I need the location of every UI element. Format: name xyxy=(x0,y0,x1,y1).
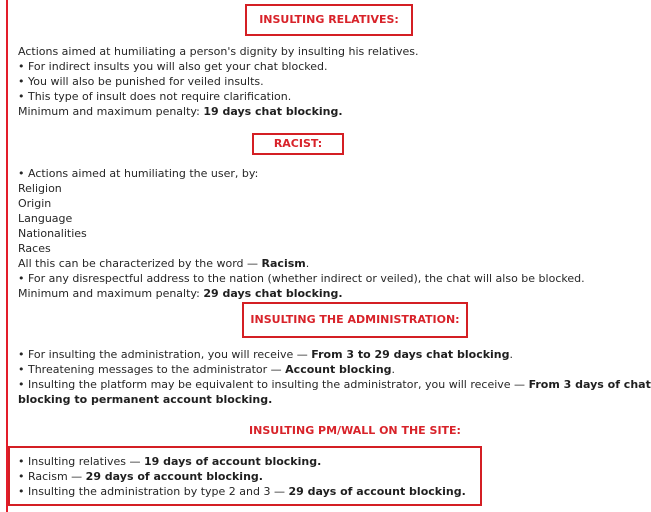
racist-penalty xyxy=(18,286,343,301)
rule-text: • Insulting the platform may be equivalent to insulting the administrator, you will receive — xyxy=(18,378,529,391)
relatives-rule-veiled: • You will also be punished for veiled insults. xyxy=(18,75,264,88)
racist-item-origin: Origin xyxy=(18,197,52,210)
pm-wall-item-racism xyxy=(18,469,263,484)
relatives-description: Actions aimed at humiliating a person's dignity by insulting his relatives. xyxy=(18,45,419,58)
rule-penalty: From 3 to 29 days chat blocking xyxy=(311,348,510,361)
item-text: • Insulting relatives — xyxy=(18,455,144,468)
left-accent-rule xyxy=(6,0,8,512)
racist-characterized xyxy=(18,256,309,271)
item-text: • Insulting the administration by type 2 and 3 — xyxy=(18,485,289,498)
relatives-rule-clarification: • This type of insult does not require clarification. xyxy=(18,90,292,103)
racist-item-races: Races xyxy=(18,242,51,255)
administration-rule-insult xyxy=(18,347,513,362)
heading-insulting-administration: INSULTING THE ADMINISTRATION: xyxy=(242,302,468,338)
item-penalty: 19 days of account blocking. xyxy=(144,455,322,468)
heading-insulting-relatives: INSULTING RELATIVES: xyxy=(245,4,413,36)
pm-wall-item-relatives xyxy=(18,454,321,469)
administration-rule-platform xyxy=(18,377,651,392)
penalty-label: Minimum and maximum penalty: xyxy=(18,287,204,300)
relatives-penalty xyxy=(18,104,343,119)
rule-text: • For insulting the administration, you will receive — xyxy=(18,348,312,361)
item-penalty: 29 days of account blocking. xyxy=(85,470,263,483)
racist-item-language: Language xyxy=(18,212,73,225)
heading-racist: RACIST: xyxy=(252,133,344,155)
rule-penalty-continued: blocking to permanent account blocking. xyxy=(18,393,273,406)
racist-description: • Actions aimed at humiliating the user, by: xyxy=(18,167,259,180)
heading-insulting-pm-wall: INSULTING PM/WALL ON THE SITE: xyxy=(249,424,461,437)
rule-penalty: From 3 days of chat xyxy=(528,378,651,391)
characterized-text: All this can be characterized by the word — xyxy=(18,257,262,270)
rule-text: • Threatening messages to the administrator — xyxy=(18,363,286,376)
penalty-label: Minimum and maximum penalty: xyxy=(18,105,204,118)
penalty-value: 19 days chat blocking. xyxy=(203,105,343,118)
racist-item-religion: Religion xyxy=(18,182,62,195)
administration-rule-platform-cont xyxy=(18,392,272,407)
racist-nation-rule: • For any disrespectful address to the nation (whether indirect or veiled), the chat will also be blocked. xyxy=(18,272,585,285)
administration-rule-threats xyxy=(18,362,395,377)
item-penalty: 29 days of account blocking. xyxy=(288,485,466,498)
racist-item-nationalities: Nationalities xyxy=(18,227,87,240)
characterized-word: Racism xyxy=(261,257,306,270)
penalty-value: 29 days chat blocking. xyxy=(203,287,343,300)
relatives-rule-indirect: • For indirect insults you will also get your chat blocked. xyxy=(18,60,328,73)
rule-period: . xyxy=(509,348,514,361)
item-text: • Racism — xyxy=(18,470,86,483)
pm-wall-item-administration xyxy=(18,484,466,499)
rule-penalty: Account blocking xyxy=(285,363,392,376)
rule-period: . xyxy=(391,363,396,376)
characterized-period: . xyxy=(305,257,310,270)
